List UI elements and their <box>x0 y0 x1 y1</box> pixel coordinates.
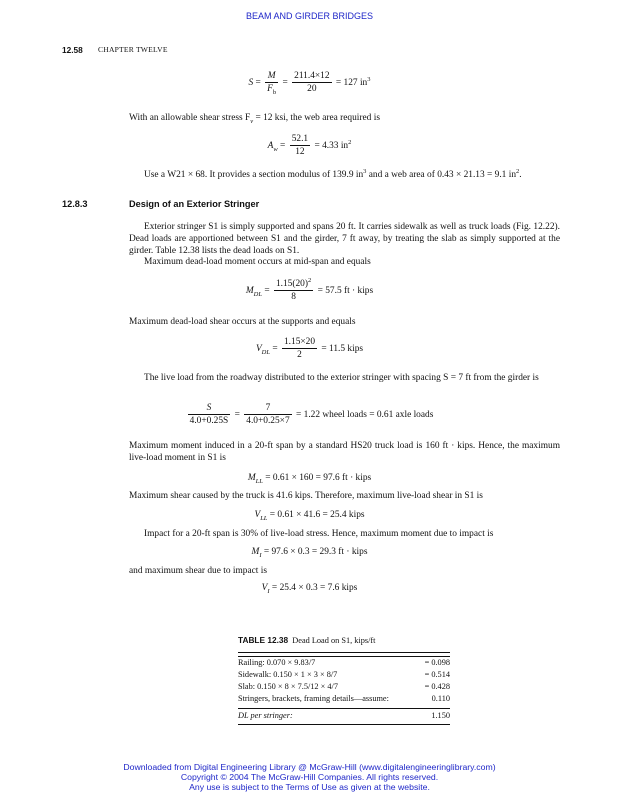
paragraph-max-shear-truck: Maximum shear caused by the truck is 41.6 kips. Therefore, maximum live-load shear in S1 is <box>129 491 483 501</box>
fraction: $\frac{S}{4.0+0.25S}$ <box>189 403 229 427</box>
equation-section-modulus: S = $\frac{M}{F_b}$ = $\frac{211.4\times 12}{20}$ = 127 $in^3$ <box>248 71 371 97</box>
footer <box>0 762 619 792</box>
dead-load-table <box>238 635 450 725</box>
paragraph-use-w21: Use a W21 × 68. It provides a section modulus of 139.9 $in^3$ and a web area of 0.43 × 21.13 = 9.1 $in^2$. <box>144 167 522 180</box>
footer-download-link[interactable]: Downloaded from Digital Engineering Library @ McGraw-Hill (www.digitalengineeringlibrary.com) <box>123 762 496 772</box>
equation-v-ll: $V_{LL} = 0.61 \times 41.6 = 25.4$ kips <box>254 510 365 522</box>
table-label: TABLE 12.38 <box>238 635 289 645</box>
table-cell-value: 0.110 <box>431 694 450 704</box>
table-total-row <box>238 709 450 722</box>
chapter-label: CHAPTER TWELVE <box>98 45 168 54</box>
paragraph-impact: Impact for a 20-ft span is 30% of live-load stress. Hence, maximum moment due to impact is <box>144 529 494 539</box>
table-row <box>238 669 450 681</box>
section-number: 12.8.3 <box>62 199 88 209</box>
fraction: $\frac{1.15\times 20}{2}$ <box>283 337 316 361</box>
footer-terms: Any use is subject to the Terms of Use as given at the website. <box>189 782 430 792</box>
table-row <box>238 693 450 705</box>
equation-m-ll: $M_{LL} = 0.61 \times 160 = 97.6$ ft · kips <box>247 473 372 485</box>
equation-m-i: $M_I = 97.6 \times 0.3 = 29.3$ ft · kips <box>251 547 368 559</box>
table-title: Dead Load on S1, kips/ft <box>292 636 376 645</box>
paragraph-max-shear-impact: and maximum shear due to impact is <box>129 566 267 576</box>
paragraph-exterior-stringer: Exterior stringer S1 is simply supported and spans 20 ft. It carries sidewalk as well as truck loads (Fig. 12.22). Dead loads are apportioned between S1 and the girder, 7 ft away, by treating the slab as simply supported at the girder. Table 12.38 lists the dead loads on S1. <box>129 222 560 256</box>
table-row <box>238 681 450 693</box>
equation-web-area: $A_w$ = $\frac{52.1}{12}$ = 4.33 $in^2$ <box>267 134 352 158</box>
table-caption <box>238 635 450 653</box>
fraction: $\frac{52.1}{12}$ <box>291 134 309 158</box>
fraction: $\frac{211.4\times 12}{20}$ <box>294 71 330 95</box>
fraction: $\frac{7}{4.0+0.25\times 7}$ <box>246 403 290 427</box>
equation-m-dl: $M_{DL}$ = $\frac{1.15(20)^2}{8}$ = 57.5 ft · kips <box>245 276 374 303</box>
footer-copyright: Copyright © 2004 The McGraw-Hill Companies. All rights reserved. <box>180 772 439 782</box>
paragraph-max-moment-hs20: Maximum moment induced in a 20-ft span by a standard HS20 truck load is 160 ft · kips. Hence, the maximum live-load moment in S1 is <box>129 441 560 464</box>
fraction: $\frac{1.15(20)^2}{8}$ <box>275 276 312 303</box>
table-cell-value: = 0.098 <box>424 657 450 667</box>
fraction: $\frac{M}{F_b}$ <box>267 71 277 97</box>
running-title: BEAM AND GIRDER BRIDGES <box>245 11 374 21</box>
paragraph-shear-stress: With an allowable shear stress $F_v = 12$ ksi, the web area required is <box>129 113 380 125</box>
page-number: 12.58 <box>62 45 83 55</box>
table-cell-item: Stringers, brackets, framing details—assume: <box>238 694 389 704</box>
table-row <box>238 657 450 669</box>
section-title: Design of an Exterior Stringer <box>129 199 260 209</box>
equation-v-i: $V_I = 25.4 \times 0.3 = 7.6$ kips <box>261 583 358 595</box>
total-value: 1.150 <box>431 710 450 720</box>
table-body <box>238 657 450 706</box>
paragraph-live-load: The live load from the roadway distributed to the exterior stringer with spacing S = 7 ft from the girder is <box>144 373 539 383</box>
table-cell-item: Slab: 0.150 × 8 × 7.5/12 × 4/7 <box>238 682 339 692</box>
paragraph-max-dl-shear: Maximum dead-load shear occurs at the supports and equals <box>129 317 356 327</box>
table-cell-item: Railing: 0.070 × 9.83/7 <box>238 657 316 667</box>
table-cell-value: = 0.514 <box>424 669 450 679</box>
total-label: DL per stringer: <box>238 710 293 720</box>
equation-v-dl: $V_{DL}$ = $\frac{1.15\times 20}{2}$ = 11.5 kips <box>255 337 364 361</box>
paragraph-max-dl-moment: Maximum dead-load moment occurs at mid-span and equals <box>144 257 371 267</box>
table-total <box>238 709 450 722</box>
table-cell-value: = 0.428 <box>424 682 450 692</box>
table-cell-item: Sidewalk: 0.150 × 1 × 3 × 8/7 <box>238 669 338 679</box>
equation-distribution: $\frac{S}{4.0+0.25S}$ = $\frac{7}{4.0+0.25\times 7}$ = 1.22 wheel loads = 0.61 axle loads <box>189 403 434 427</box>
